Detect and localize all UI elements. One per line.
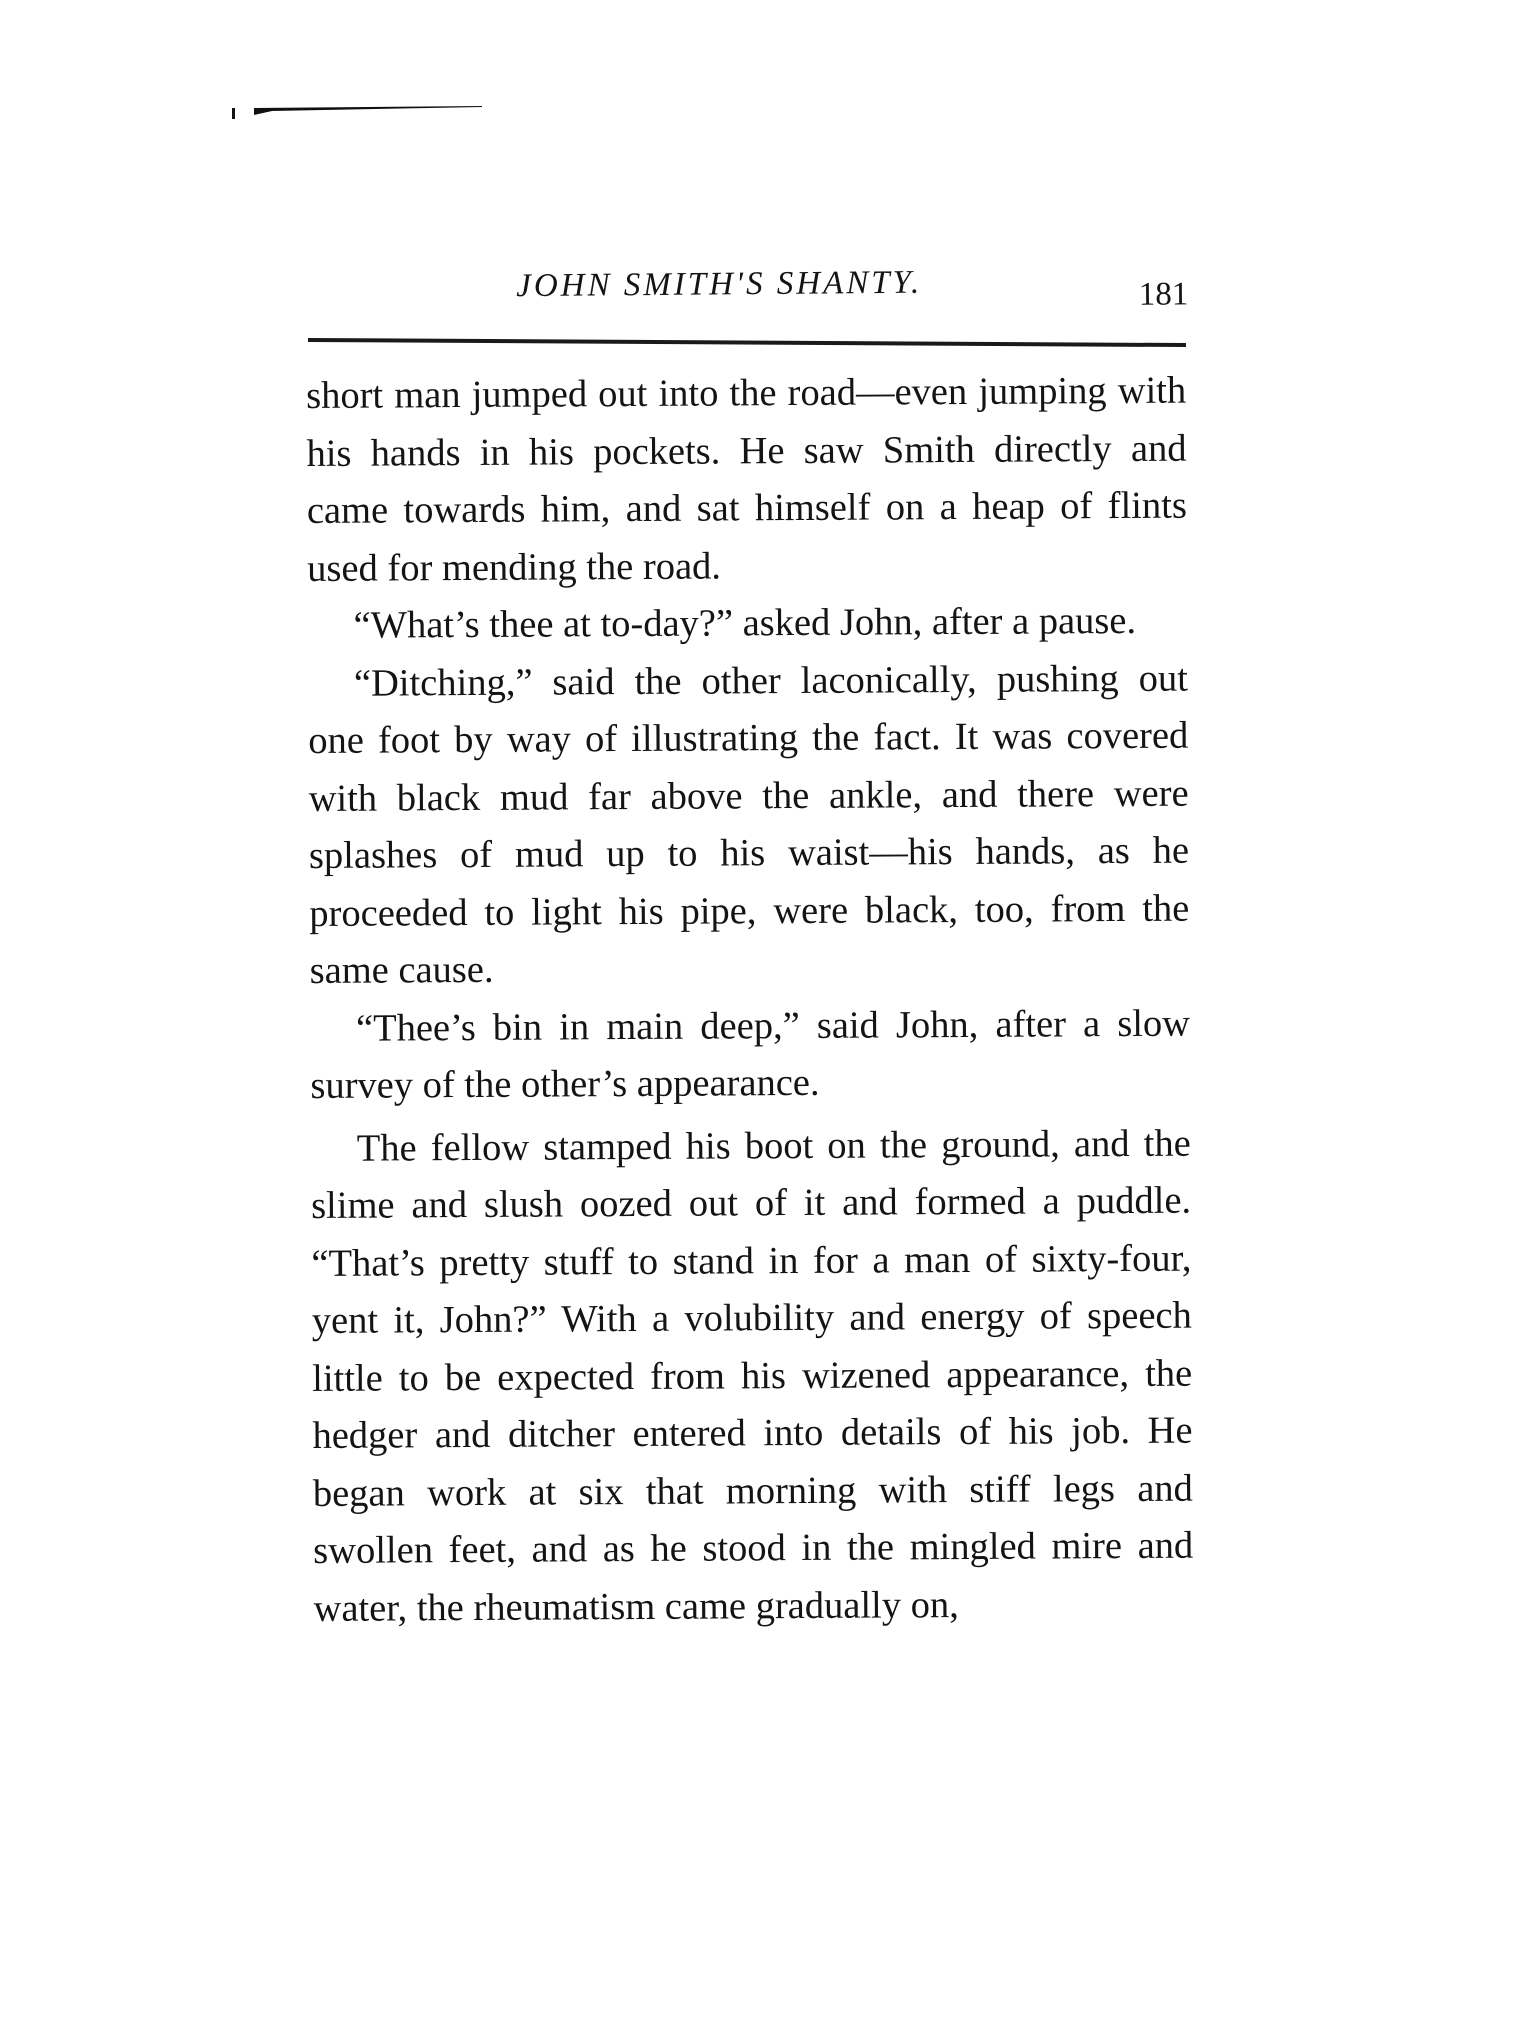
running-title: JOHN SMITH'S SHANTY. — [516, 264, 923, 305]
paragraph: short man jumped out into the road—even jumping with his hands in his pockets. He saw Smith directly and came towards him, and sat himself on a heap of flints used for mending the road. — [306, 369, 1187, 590]
paragraph: “What’s thee at to-day?” asked John, after a pause. — [353, 599, 1137, 647]
header-rule — [308, 338, 1186, 347]
scan-edge-mark — [232, 105, 482, 119]
body-text — [306, 363, 1194, 1638]
page-header — [308, 254, 1188, 322]
paragraph: “Ditching,” said the other laconically, pushing out one foot by way of illustrating the fact. It was covered with black mud far above the ankle, and there were splashes of mud up to his waist—his hands, as he proceeded to light his pipe, were black, too, from the same cause. — [308, 657, 1190, 992]
page-number: 181 — [1138, 276, 1189, 313]
paragraph: “Thee’s bin in main deep,” said John, after a slow survey of the other’s appearance. — [310, 1002, 1191, 1107]
paragraph: The fellow stamped his boot on the ground, and the slime and slush oozed out of it and formed a puddle. “That’s pretty stuff to stand in for a man of sixty-four, yent it, John?” With a volubility and energy of speech little to be expected from his wizened appearance, the hedger and ditcher entered into details of his job. He began work at six that morning with stiff legs and swollen feet, and as he stood in the mingled mire and water, the rheumatism came gradually on, — [310, 1122, 1194, 1630]
